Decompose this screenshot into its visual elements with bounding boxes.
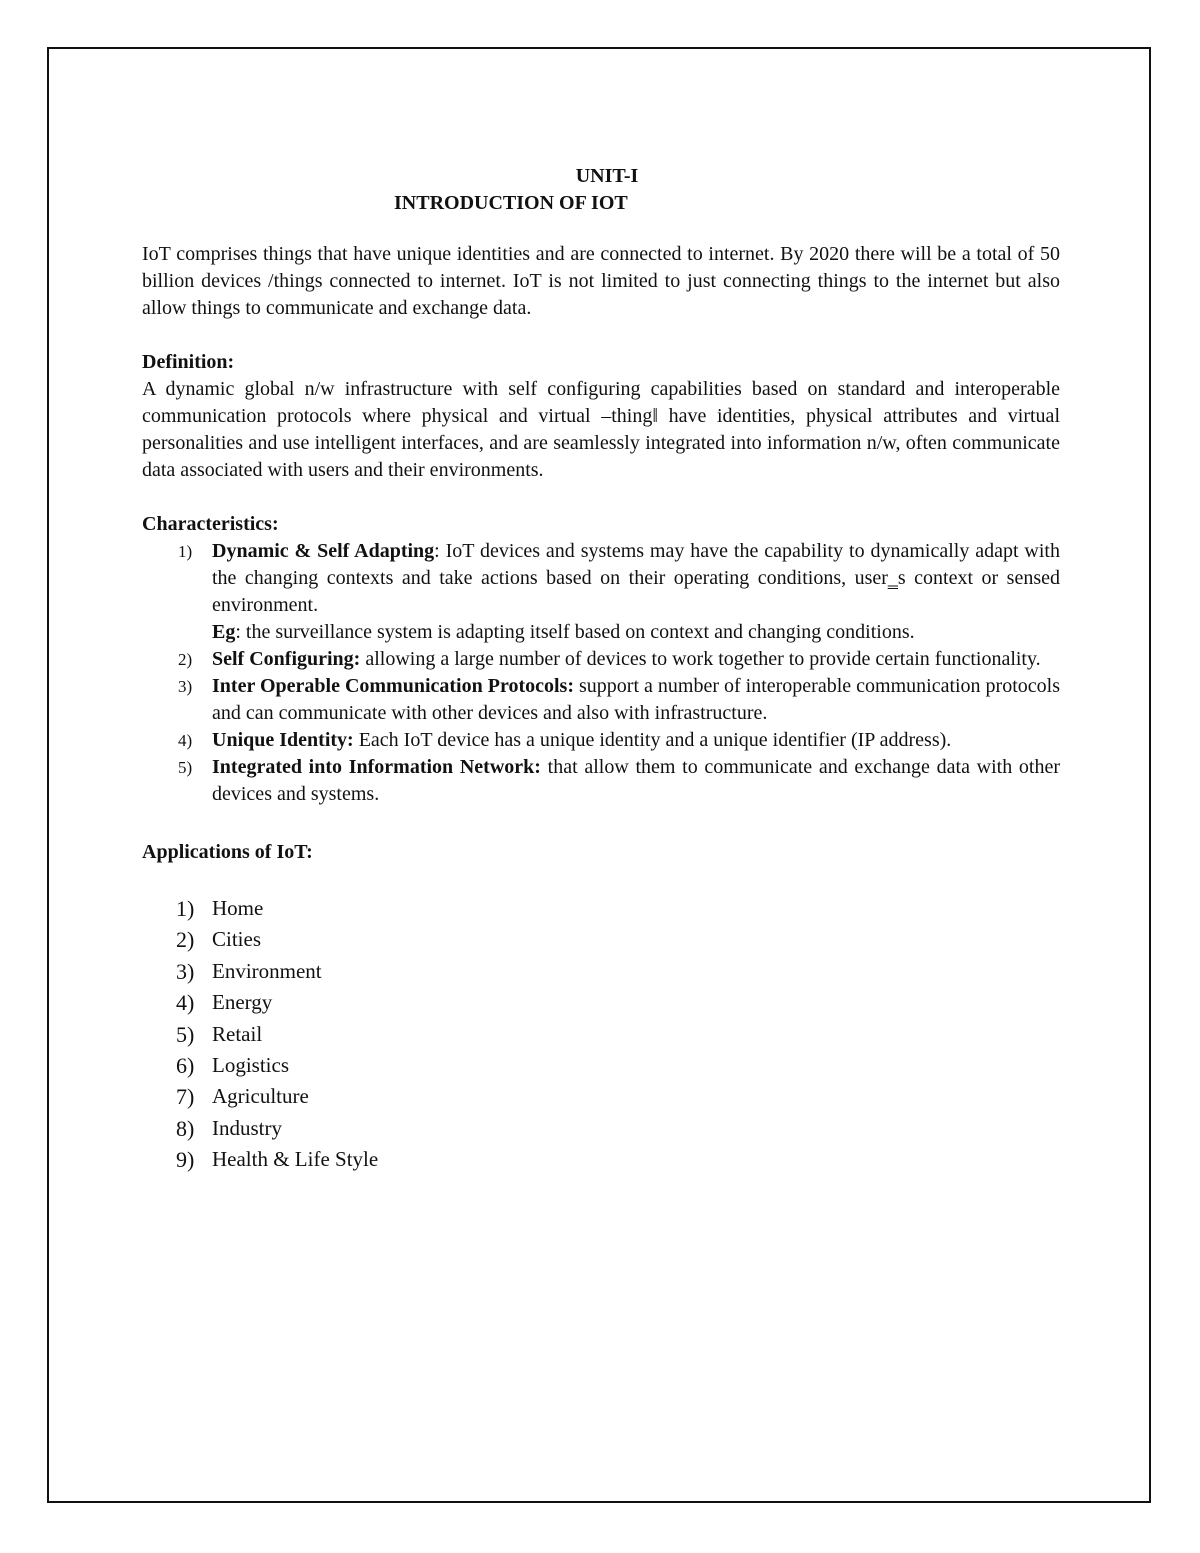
characteristic-text: that allow them to communicate and exchange data with other devices and systems. [212, 756, 1060, 805]
definition-text: A dynamic global n/w infrastructure with self configuring capabilities based on standard and interoperable communication protocols where physical and virtual –thing‖ have identities, physical attributes and virtual personalities and use intelligent interfaces, and are seamlessly integrated into information n/w, often communicate data associated with users and their environments. [142, 378, 1060, 481]
application-label: Health & Life Style [212, 1147, 379, 1172]
intro-paragraph: IoT comprises things that have unique identities and are connected to internet. By 2020 there will be a total of 50 billion devices /things connected to internet. IoT is not limited to just connecting things to the internet but also allow things to communicate and exchange data. [142, 243, 1060, 319]
application-label: Home [212, 896, 264, 920]
definition-heading: Definition: [142, 351, 235, 373]
list-item [142, 1113, 1060, 1144]
list-number: 9) [176, 1147, 195, 1173]
characteristic-term: Inter Operable Communication Protocols: [212, 675, 575, 697]
characteristic-text: Each IoT device has a unique identity and a unique identifier (IP address). [353, 729, 952, 751]
list-number: 3) [178, 677, 193, 696]
characteristics-list [142, 538, 1060, 808]
application-label: Agriculture [212, 1084, 309, 1109]
applications-heading: Applications of IoT: [142, 841, 313, 863]
example-line [212, 619, 1060, 646]
list-number: 2) [176, 927, 195, 953]
list-item [142, 987, 1060, 1018]
application-label: Retail [212, 1021, 263, 1046]
example-text: : the surveillance system is adapting itself based on context and changing conditions. [235, 621, 915, 643]
characteristic-text: : IoT devices and systems may have the capability to dynamically adapt with the changing contexts and take actions based on their operating conditions, user‗s context or sensed environment. [212, 540, 1060, 616]
list-number: 2) [178, 650, 193, 669]
application-label: Industry [212, 1115, 282, 1140]
list-item [142, 893, 1060, 924]
characteristic-text: allowing a large number of devices to work together to provide certain functionality. [360, 648, 1041, 670]
unit-title: UNIT-I [575, 165, 639, 187]
document-content [142, 163, 1060, 1176]
characteristic-term: Integrated into Information Network: [212, 756, 541, 778]
list-number: 3) [176, 958, 195, 984]
list-number: 4) [178, 731, 193, 750]
list-number: 1) [176, 896, 195, 921]
application-label: Energy [212, 990, 273, 1015]
list-number: 7) [176, 1084, 195, 1110]
list-number: 6) [176, 1053, 195, 1079]
characteristic-item [142, 727, 1060, 754]
characteristic-term: Dynamic & Self Adapting [212, 540, 435, 562]
list-number: 5) [176, 1021, 195, 1047]
characteristic-item [142, 754, 1060, 808]
list-item [142, 1081, 1060, 1112]
list-item [142, 1019, 1060, 1050]
characteristic-term: Self Configuring: [212, 648, 361, 670]
list-number: 5) [178, 758, 193, 777]
characteristic-item [142, 538, 1060, 646]
characteristic-item [142, 673, 1060, 727]
characteristic-item [142, 646, 1060, 673]
list-number: 8) [176, 1115, 195, 1141]
list-number: 1) [178, 542, 193, 561]
characteristic-text: support a number of interoperable communication protocols and can communicate with other devices and also with infrastructure. [212, 675, 1060, 724]
list-item [142, 1144, 1060, 1175]
characteristics-heading: Characteristics: [142, 513, 279, 535]
example-label: Eg [212, 621, 236, 643]
list-number: 4) [176, 990, 195, 1016]
application-label: Environment [212, 958, 322, 983]
application-label: Cities [212, 927, 262, 952]
list-item [142, 1050, 1060, 1081]
list-item [142, 956, 1060, 987]
application-label: Logistics [212, 1053, 289, 1078]
characteristic-term: Unique Identity: [212, 729, 354, 751]
list-item [142, 924, 1060, 955]
page-title: INTRODUCTION OF IOT [394, 192, 628, 214]
applications-list [142, 893, 1060, 1176]
